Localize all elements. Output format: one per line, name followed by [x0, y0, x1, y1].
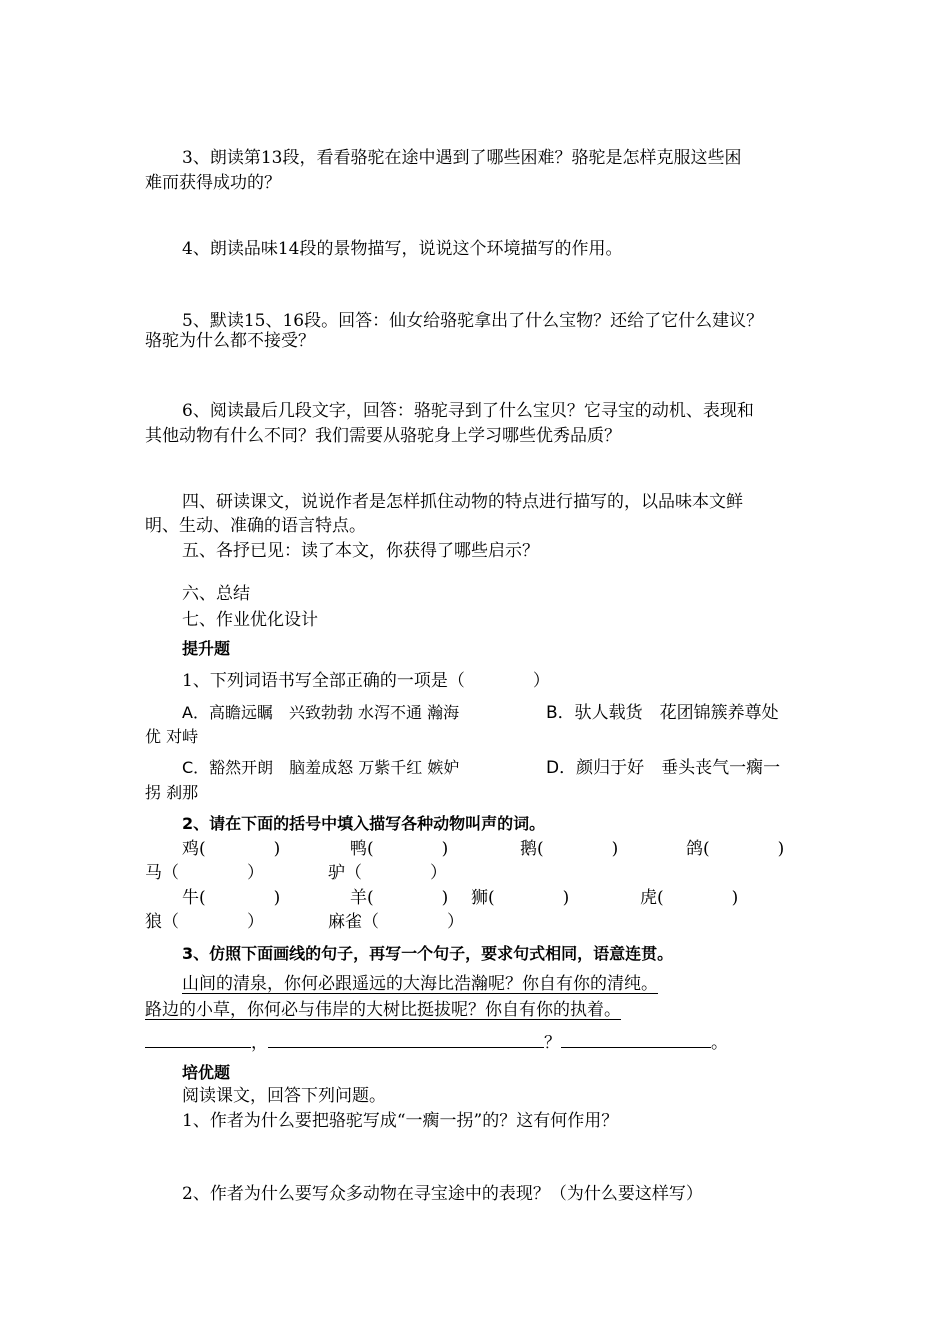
peiyou-heading: 培优题: [182, 1063, 231, 1082]
section-4-line2: 明、生动、准确的语言特点。: [145, 516, 366, 536]
model-sentence-1: 山间的清泉，你何必跟遥远的大海比浩瀚呢？你自有你的清纯。: [182, 974, 658, 994]
option-b: B．驮人载货 花团锦簇养尊处: [546, 703, 779, 723]
question-3-line2: 难而获得成功的？: [145, 173, 281, 193]
animal-ya: 鸭( ): [350, 839, 449, 859]
animal-e: 鹅( ): [520, 839, 619, 859]
option-c: C．豁然开朗 脑羞成怒 万紫千红 嫉妒: [182, 758, 460, 777]
section-7: 七、作业优化设计: [182, 610, 318, 630]
question-6-line1: 6、阅读最后几段文字，回答：骆驼寻到了什么宝贝？它寻宝的动机、表现和: [182, 401, 754, 421]
answer-blank-2[interactable]: [268, 1029, 544, 1048]
answer-blank-3[interactable]: [561, 1029, 711, 1048]
answer-blank-1[interactable]: [145, 1029, 251, 1048]
answer-comma: ，: [251, 1033, 268, 1053]
tisheng-question-1: 1、下列词语书写全部正确的一项是（ ）: [182, 671, 550, 691]
animal-shi: 狮( ): [471, 888, 570, 908]
tisheng-question-3: 3、仿照下面画线的句子，再写一个句子，要求句式相同，语意连贯。: [182, 944, 674, 963]
animal-yang: 羊( ): [350, 888, 449, 908]
option-a: A．高瞻远瞩 兴致勃勃 水泻不通 瀚海: [182, 703, 460, 722]
animal-ma: 马（ ）: [145, 863, 264, 883]
question-6-line2: 其他动物有什么不同？我们需要从骆驼身上学习哪些优秀品质？: [145, 426, 621, 446]
question-4: 4、朗读品味14段的景物描写，说说这个环境描写的作用。: [182, 239, 623, 259]
answer-line: [145, 1029, 728, 1055]
section-5: 五、各抒已见：读了本文，你获得了哪些启示？: [182, 541, 539, 561]
section-4-line1: 四、研读课文，说说作者是怎样抓住动物的特点进行描写的，以品味本文鲜: [182, 492, 743, 512]
option-d: D．颜归于好 垂头丧气一瘸一: [546, 758, 781, 778]
animal-niu: 牛( ): [182, 888, 281, 908]
option-d-continued: 拐 刹那: [145, 783, 199, 802]
animal-hu: 虎( ): [640, 888, 739, 908]
peiyou-question-1: 1、作者为什么要把骆驼写成“一瘸一拐”的？这有何作用？: [182, 1111, 619, 1131]
question-5-line2: 骆驼为什么都不接受？: [145, 331, 315, 351]
animal-ge: 鸽( ): [686, 839, 785, 859]
model-sentence-2: 路边的小草，你何必与伟岸的大树比挺拔呢？你自有你的执着。: [145, 1000, 621, 1020]
option-b-continued: 优 对峙: [145, 727, 199, 746]
animal-lang: 狼（ ）: [145, 912, 264, 932]
tisheng-heading: 提升题: [182, 639, 231, 658]
answer-question-mark: ？: [544, 1033, 561, 1053]
animal-que: 麻雀（ ）: [328, 912, 464, 932]
tisheng-question-2: 2、请在下面的括号中填入描写各种动物叫声的词。: [182, 814, 546, 833]
peiyou-intro: 阅读课文，回答下列问题。: [182, 1086, 386, 1106]
peiyou-question-2: 2、作者为什么要写众多动物在寻宝途中的表现？（为什么要这样写）: [182, 1184, 703, 1204]
animal-ji: 鸡( ): [182, 839, 281, 859]
answer-period: 。: [711, 1033, 728, 1053]
animal-lv: 驴（ ）: [328, 863, 447, 883]
question-5-line1: 5、默读15、16段。回答：仙女给骆驼拿出了什么宝物？还给了它什么建议？: [182, 311, 764, 331]
question-3-line1: 3、朗读第13段，看看骆驼在途中遇到了哪些困难？骆驼是怎样克服这些困: [182, 148, 742, 168]
section-6: 六、总结: [182, 584, 250, 604]
